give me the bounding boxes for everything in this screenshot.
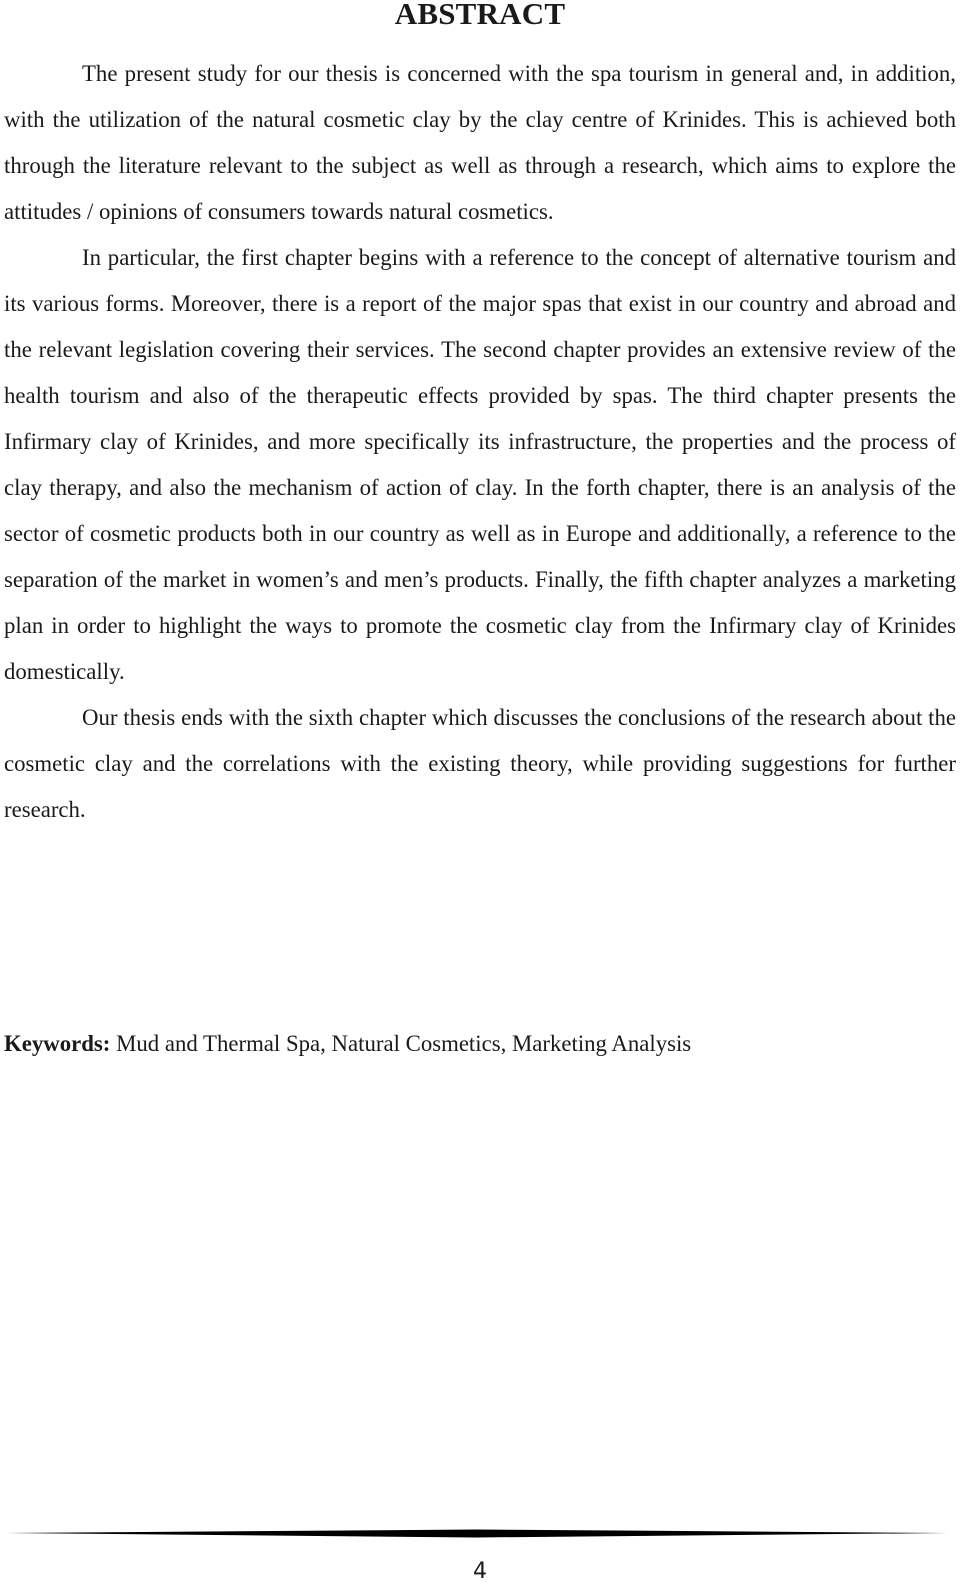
page-title: ABSTRACT	[394, 0, 566, 31]
abstract-paragraph-2: In particular, the first chapter begins with a reference to the concept of alternative tourism and its various forms. Moreover, there is a report of the major spas that exist in our country and abroad and the relevant legislation covering their services. The second chapter provides an extensive review of the health tourism and also of the therapeutic effects provided by spas. The third chapter presents the Infirmary clay of Krinides, and more specifically its infrastructure, the properties and the process of clay therapy, and also the mechanism of action of clay. In the forth chapter, there is an analysis of the sector of cosmetic products both in our country as well as in Europe and additionally, a reference to the separation of the market in women’s and men’s products. Finally, the fifth chapter analyzes a marketing plan in order to highlight the ways to promote the cosmetic clay from the Infirmary clay of Krinides domestically.	[4, 245, 956, 684]
abstract-body	[4, 51, 956, 833]
page-number: 4	[473, 1559, 487, 1584]
footer-divider	[6, 1529, 948, 1538]
abstract-paragraph-3: Our thesis ends with the sixth chapter which discusses the conclusions of the research about the cosmetic clay and the correlations with the existing theory, while providing suggestions for further research.	[4, 705, 956, 822]
keywords-text: Mud and Thermal Spa, Natural Cosmetics, Marketing Analysis	[110, 1031, 692, 1056]
keywords-label: Keywords:	[4, 1031, 111, 1056]
abstract-paragraph-1: The present study for our thesis is concerned with the spa tourism in general and, in addition, with the utilization of the natural cosmetic clay by the clay centre of Krinides. This is achieved both through the literature relevant to the subject as well as through a research, which aims to explore the attitudes / opinions of consumers towards natural cosmetics.	[4, 61, 956, 224]
keywords-line	[4, 1024, 691, 1064]
